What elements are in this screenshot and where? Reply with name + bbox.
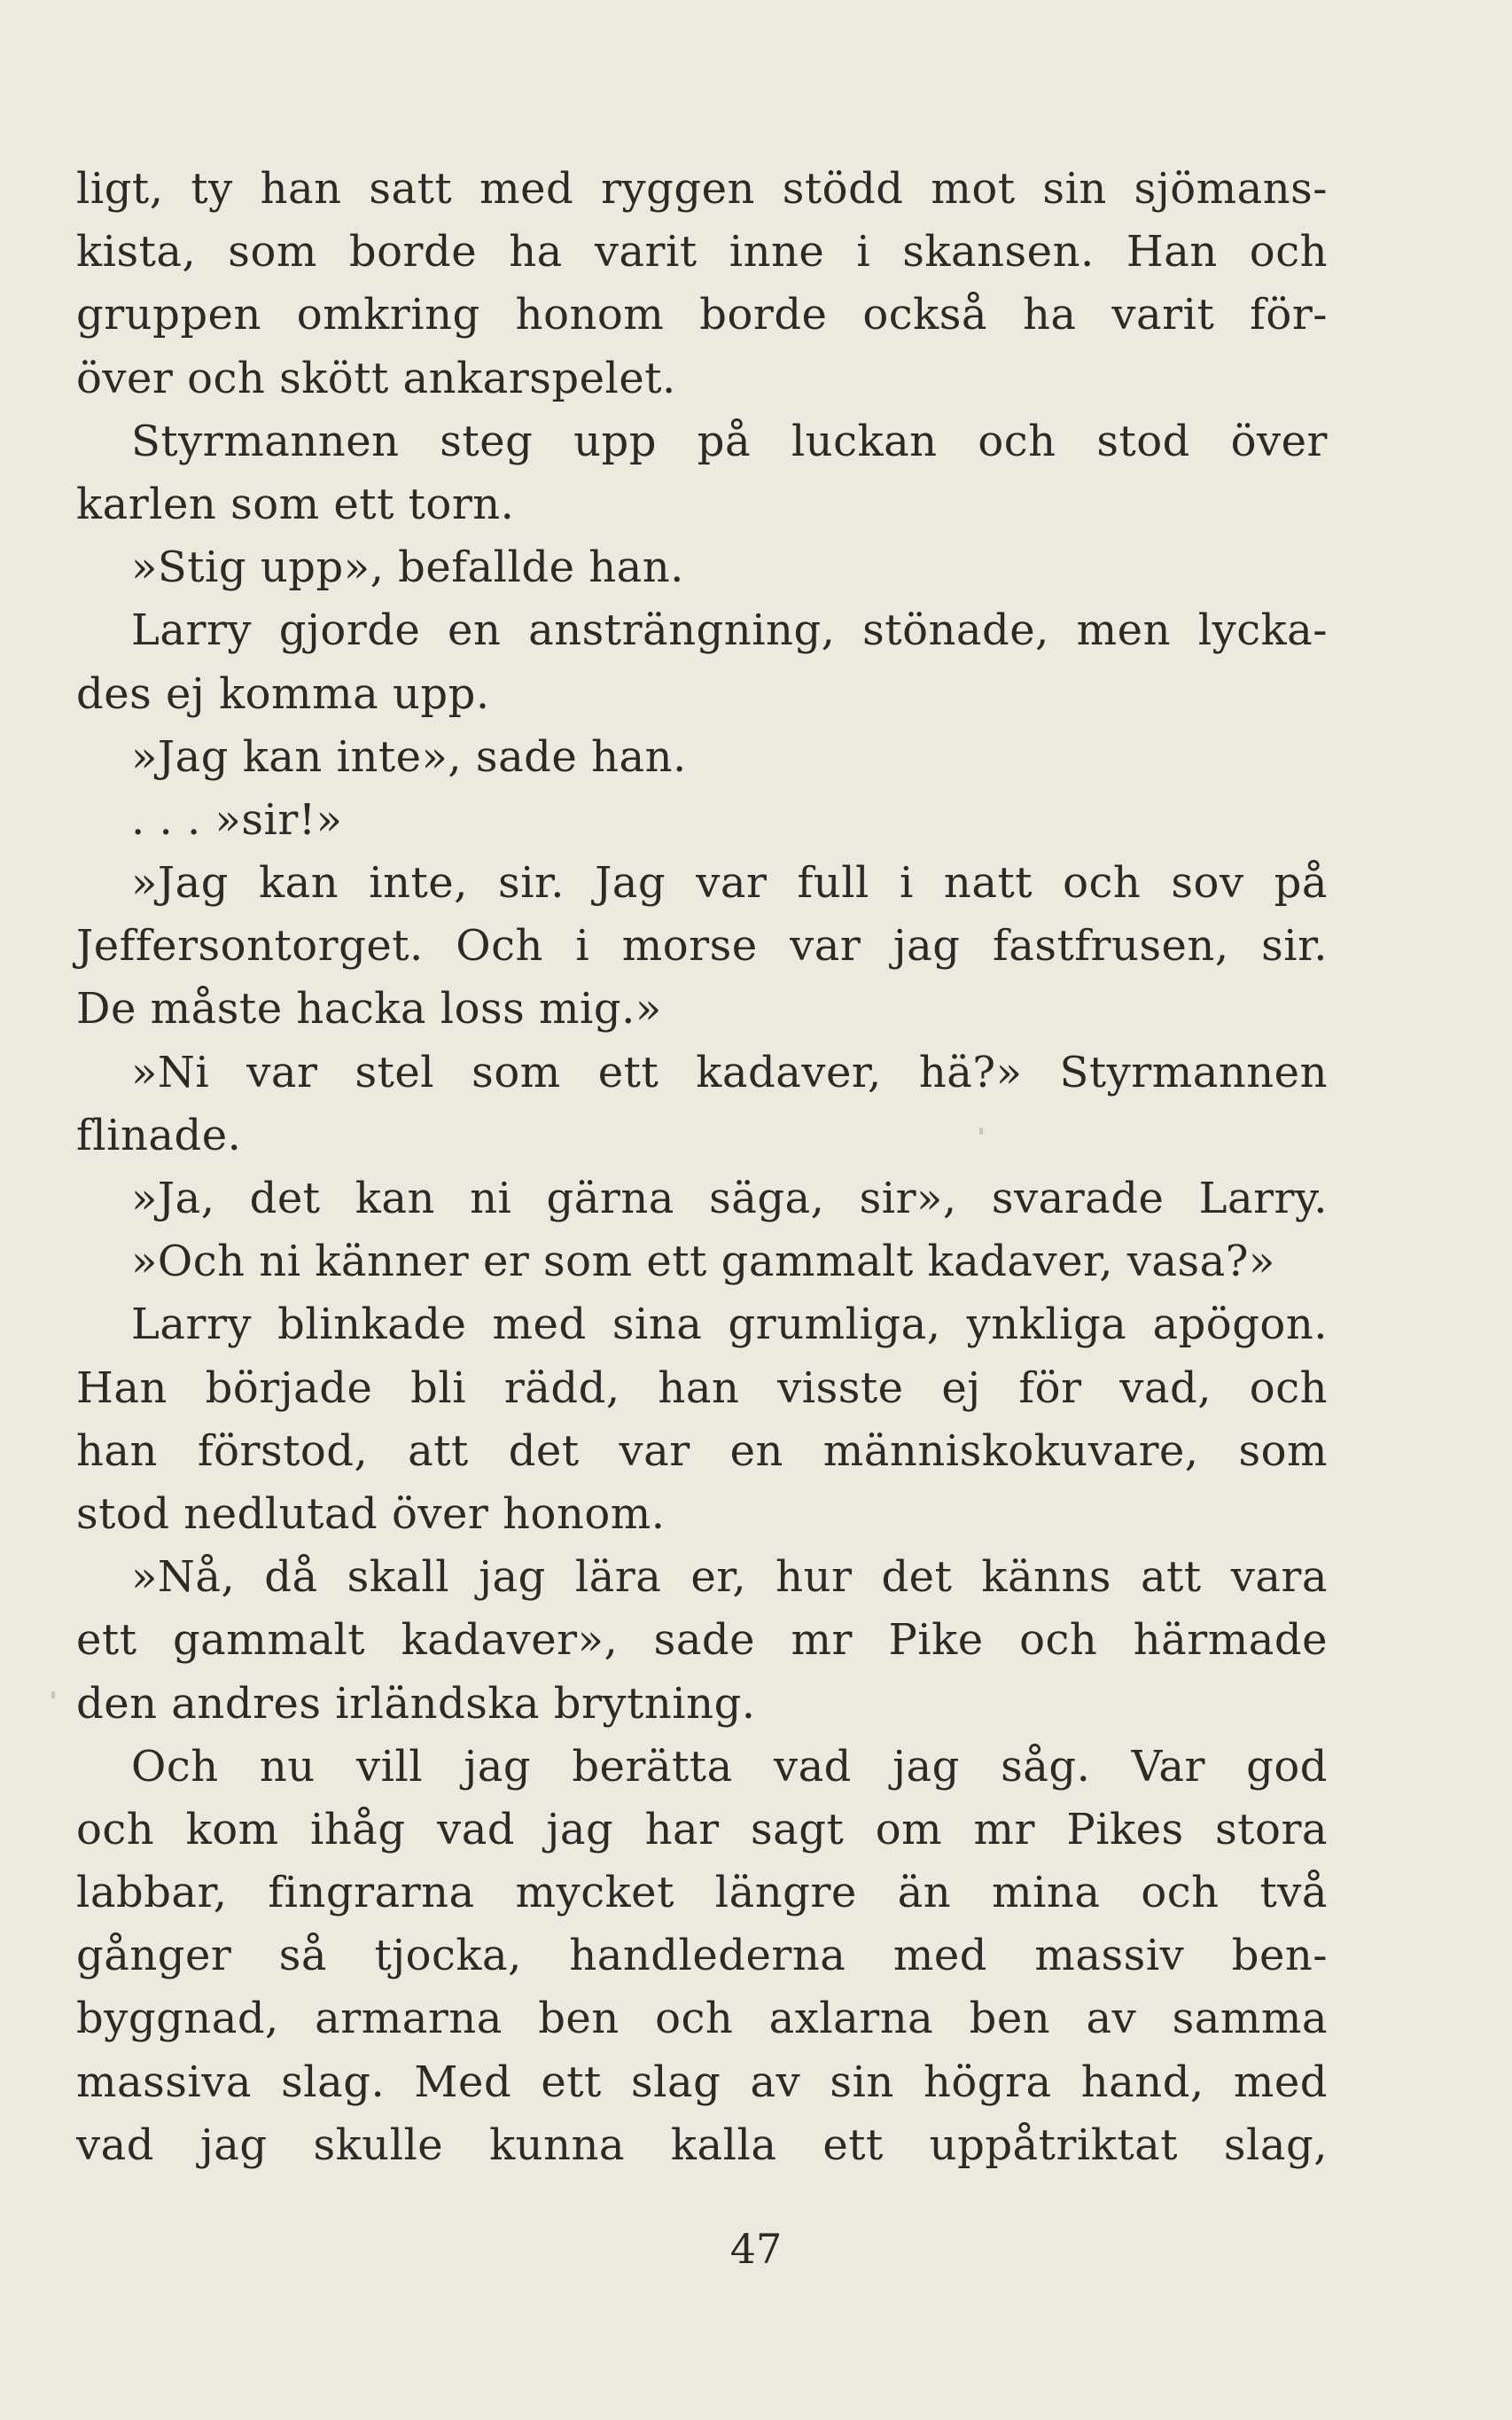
text-line: »Stig upp», befallde han. — [131, 543, 684, 593]
text-line: labbar, fingrarna mycket längre än mina och två — [76, 1868, 1328, 1918]
text-line: karlen som ett torn. — [76, 479, 515, 529]
text-line: »Och ni känner er som ett gammalt kadaver, vasa?» — [131, 1237, 1275, 1287]
paper-speck — [51, 1691, 55, 1698]
text-line: Larry blinkade med sina grumliga, ynkliga apögon. — [131, 1300, 1328, 1350]
text-line: byggnad, armarna ben och axlarna ben av samma — [76, 1994, 1328, 2044]
text-line: han förstod, att det var en människokuvare, som — [76, 1425, 1328, 1476]
text-line: gånger så tjocka, handlederna med massiv ben- — [76, 1931, 1328, 1981]
page-number: 47 — [729, 2225, 783, 2273]
body-text — [76, 158, 1328, 2177]
text-line: »Nå, då skall jag lära er, hur det känns att vara — [131, 1552, 1328, 1603]
paper-speck — [979, 1128, 983, 1135]
text-line: vad jag skulle kunna kalla ett uppåtriktat slag, — [76, 2119, 1328, 2170]
text-line: des ej komma upp. — [76, 668, 490, 719]
text-line: stod nedlutad över honom. — [76, 1488, 666, 1539]
text-line: »Jag kan inte», sade han. — [131, 731, 687, 782]
text-line: Han började bli rädd, han visste ej för vad, och — [76, 1362, 1328, 1413]
text-line: den andres irländska brytning. — [76, 1678, 756, 1729]
text-line: och kom ihåg vad jag har sagt om mr Pikes stora — [76, 1804, 1328, 1854]
text-line: Och nu vill jag berätta vad jag såg. Var god — [131, 1741, 1328, 1792]
text-line: »Ni var stel som ett kadaver, hä?» Styrmannen — [131, 1047, 1328, 1097]
text-line: Styrmannen steg upp på luckan och stod över — [131, 416, 1328, 466]
text-line: flinade. — [76, 1110, 242, 1160]
text-line: gruppen omkring honom borde också ha varit för- — [76, 290, 1328, 340]
text-line: över och skött ankarspelet. — [76, 353, 676, 403]
text-line: ett gammalt kadaver», sade mr Pike och härmade — [76, 1615, 1328, 1666]
text-line: De måste hacka loss mig.» — [76, 984, 662, 1034]
text-line: Larry gjorde en ansträngning, stönade, men lycka- — [131, 605, 1328, 656]
text-line: massiva slag. Med ett slag av sin högra hand, med — [76, 2057, 1328, 2107]
text-line: . . . »sir!» — [131, 794, 343, 845]
text-line: »Jag kan inte, sir. Jag var full i natt och sov på — [131, 858, 1328, 909]
text-line: Jeffersontorget. Och i morse var jag fastfrusen, sir. — [76, 921, 1328, 972]
text-line: kista, som borde ha varit inne i skansen. Han och — [76, 227, 1328, 277]
text-line: ligt, ty han satt med ryggen stödd mot sin sjömans- — [76, 164, 1328, 214]
text-line: »Ja, det kan ni gärna säga, sir», svarade Larry. — [131, 1174, 1328, 1223]
